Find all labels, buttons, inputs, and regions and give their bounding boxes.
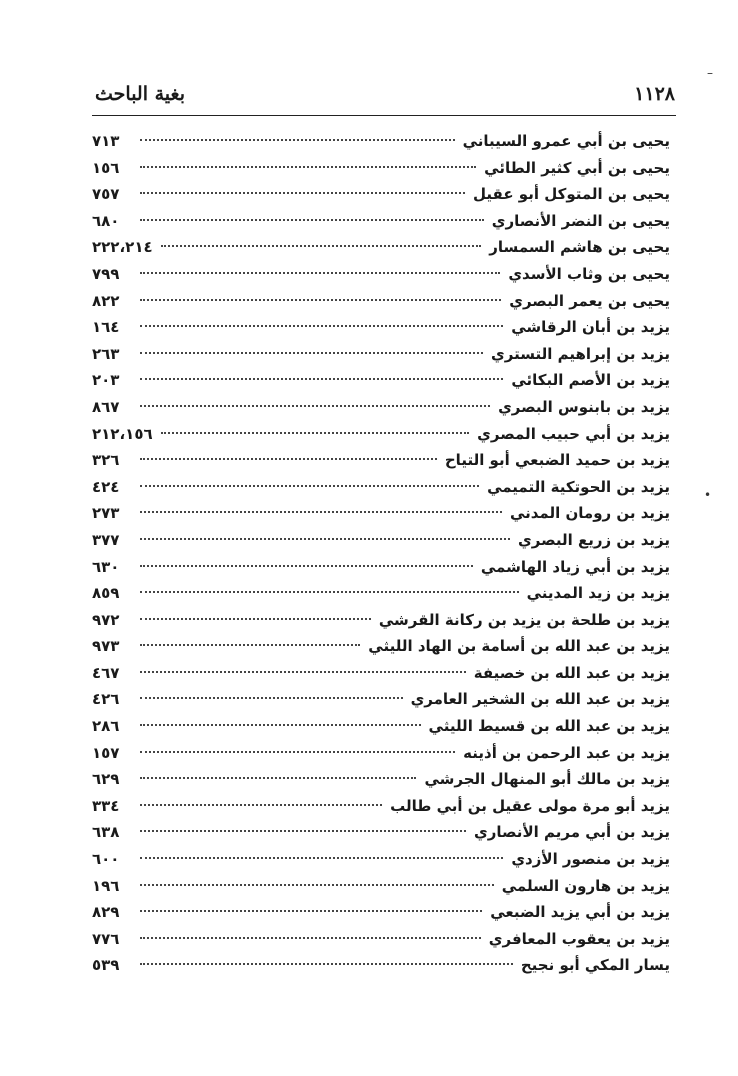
index-entry: [92, 899, 670, 926]
entry-name: يحيى بن أبي عمرو السيباني: [462, 132, 670, 150]
entry-name: يزيد بن طلحة بن يزيد بن ركانة القرشي: [378, 610, 670, 629]
entry-name: يحيى بن المتوكل أبو عقيل: [473, 185, 670, 204]
entry-name: يزيد بن حميد الضبعي أبو التياح: [444, 451, 670, 470]
index-entry: [92, 607, 670, 634]
entry-pages: ٧٩٩: [92, 264, 120, 283]
entry-pages: ٧٧٦: [92, 929, 120, 948]
dot-leader: [140, 378, 503, 380]
entry-name: يزيد بن عبد الرحمن بن أذينه: [463, 743, 670, 762]
entry-name: يزيد بن عبد الله بن الشخير العامري: [410, 690, 670, 709]
dot-leader: [140, 724, 421, 726]
index-entry: [92, 527, 670, 554]
dot-leader: [140, 697, 403, 699]
entry-name: يحيى بن النضر الأنصاري: [491, 211, 670, 230]
index-entry: [92, 713, 670, 740]
entry-pages: ٤٢٤: [92, 477, 120, 496]
entry-pages: ٧١٣: [92, 132, 120, 150]
dot-leader: [140, 804, 382, 806]
entry-name: يحيى بن يعمر البصري: [509, 291, 670, 310]
entry-pages: ٦٠٠: [92, 850, 120, 869]
index-entry: [92, 686, 670, 713]
index-entry: [92, 234, 670, 261]
book-title: بغية الباحث: [95, 83, 185, 105]
entry-name: يزيد بن أبي يزيد الضبعي: [490, 903, 670, 922]
page-number: ١١٢٨: [634, 83, 675, 105]
dot-leader: [140, 884, 494, 886]
index-entry: [92, 952, 670, 979]
entry-name: يزيد بن الحوتكية التميمي: [487, 477, 670, 496]
entry-pages: ٨٢٢: [92, 291, 120, 310]
entry-name: يزيد بن منصور الأزدي: [511, 850, 670, 869]
index-entry: [92, 846, 670, 873]
dot-leader: [140, 458, 437, 460]
entry-pages: ٨٥٩: [92, 584, 120, 603]
entry-pages: ٤٦٧: [92, 663, 120, 682]
index-entry: [92, 447, 670, 474]
header-rule: [92, 115, 676, 116]
index-entry: [92, 367, 670, 394]
dot-leader: [140, 963, 513, 965]
index-entry: [92, 341, 670, 368]
entry-name: يزيد بن إبراهيم التستري: [491, 344, 670, 363]
entry-pages: ٦٣٠: [92, 557, 120, 576]
index-list: [92, 128, 670, 979]
entry-pages: ٣٢٦: [92, 451, 120, 470]
dot-leader: [140, 538, 510, 540]
index-entry: [92, 394, 670, 421]
dot-leader: [140, 511, 502, 513]
index-entry: [92, 633, 670, 660]
entry-pages: ٢٠٣: [92, 371, 120, 390]
entry-pages: ٢٦٣: [92, 344, 120, 363]
entry-pages: ١٩٦: [92, 876, 120, 895]
dot-leader: [140, 352, 483, 354]
entry-pages: ١٥٧: [92, 743, 120, 762]
index-entry: [92, 128, 670, 155]
index-entry: [92, 288, 670, 315]
dot-leader: [161, 245, 482, 247]
index-entry: [92, 261, 670, 288]
index-entry: [92, 314, 670, 341]
index-entry: [92, 155, 670, 182]
entry-name: يحيى بن وثاب الأسدي: [508, 264, 670, 283]
entry-pages: ١٥٦: [92, 158, 120, 177]
dot-leader: [140, 299, 501, 301]
entry-name: يزيد بن مالك أبو المنهال الجرشي: [424, 770, 670, 789]
dot-leader: [140, 325, 503, 327]
index-entry: [92, 740, 670, 767]
entry-name: يزيد بن زيد المديني: [526, 584, 670, 603]
dot-leader: [140, 405, 490, 407]
entry-pages: ٦٢٩: [92, 770, 120, 789]
dot-leader: [140, 751, 455, 753]
index-entry: [92, 793, 670, 820]
index-entry: [92, 181, 670, 208]
dot-leader: [140, 937, 481, 939]
index-entry: [92, 819, 670, 846]
entry-pages: ٩٧٢: [92, 610, 120, 629]
entry-pages: ٨٢٩: [92, 903, 120, 922]
index-entry: [92, 873, 670, 900]
entry-name: يزيد بن أبي زياد الهاشمي: [480, 557, 670, 576]
entry-name: يزيد بن بابنوس البصري: [498, 397, 670, 416]
margin-mark: –: [707, 66, 713, 80]
page-header: [95, 80, 675, 108]
entry-pages: ٣٣٤: [92, 796, 120, 815]
entry-pages: ٢١٢،١٥٦: [92, 424, 153, 443]
entry-name: يزيد بن عبد الله بن أسامة بن الهاد الليثي: [368, 637, 670, 656]
entry-pages: ٩٧٣: [92, 637, 120, 656]
entry-pages: ٦٣٨: [92, 823, 120, 842]
margin-dot: •: [704, 488, 712, 502]
index-entry: [92, 500, 670, 527]
index-entry: [92, 660, 670, 687]
dot-leader: [140, 139, 455, 141]
dot-leader: [140, 618, 371, 620]
dot-leader: [140, 777, 416, 779]
dot-leader: [140, 644, 360, 646]
index-entry: [92, 208, 670, 235]
dot-leader: [140, 219, 484, 221]
entry-name: يحيى بن أبي كثير الطائي: [484, 158, 670, 177]
entry-name: يزيد بن هارون السلمي: [501, 876, 670, 895]
entry-name: يزيد بن أبي مريم الأنصاري: [474, 823, 670, 842]
entry-pages: ٧٥٧: [92, 185, 120, 204]
entry-pages: ٢٢٢،٢١٤: [92, 238, 153, 257]
entry-pages: ٢٧٣: [92, 504, 120, 523]
index-entry: [92, 474, 670, 501]
index-entry: [92, 766, 670, 793]
entry-name: يزيد بن زريع البصري: [518, 530, 670, 549]
dot-leader: [140, 671, 466, 673]
dot-leader: [140, 192, 465, 194]
entry-name: يزيد بن أبي حبيب المصري: [477, 424, 670, 443]
entry-name: يسار المكي أبو نجيح: [520, 956, 670, 975]
entry-name: يحيى بن هاشم السمسار: [489, 238, 670, 257]
index-entry: [92, 554, 670, 581]
dot-leader: [140, 830, 466, 832]
entry-name: يزيد بن الأصم البكائي: [511, 371, 670, 390]
entry-name: يزيد بن يعقوب المعافري: [488, 929, 670, 948]
dot-leader: [161, 432, 470, 434]
dot-leader: [140, 272, 500, 274]
dot-leader: [140, 591, 519, 593]
dot-leader: [140, 857, 503, 859]
entry-name: يزيد أبو مرة مولى عقيل بن أبي طالب: [390, 796, 670, 815]
entry-name: يزيد بن أبان الرقاشي: [511, 318, 670, 337]
entry-name: يزيد بن عبد الله بن خصيفة: [473, 663, 670, 682]
index-entry: [92, 421, 670, 448]
entry-pages: ٦٨٠: [92, 211, 120, 230]
dot-leader: [140, 485, 479, 487]
entry-pages: ٤٢٦: [92, 690, 120, 709]
dot-leader: [140, 910, 482, 912]
entry-name: يزيد بن رومان المدني: [509, 504, 670, 523]
dot-leader: [140, 166, 476, 168]
index-entry: [92, 580, 670, 607]
entry-pages: ٥٣٩: [92, 956, 120, 975]
entry-pages: ٢٨٦: [92, 717, 120, 736]
entry-name: يزيد بن عبد الله بن قسيط الليثي: [428, 717, 670, 736]
entry-pages: ١٦٤: [92, 318, 120, 337]
entry-pages: ٣٧٧: [92, 530, 120, 549]
index-entry: [92, 926, 670, 953]
entry-pages: ٨٦٧: [92, 397, 120, 416]
dot-leader: [140, 565, 473, 567]
